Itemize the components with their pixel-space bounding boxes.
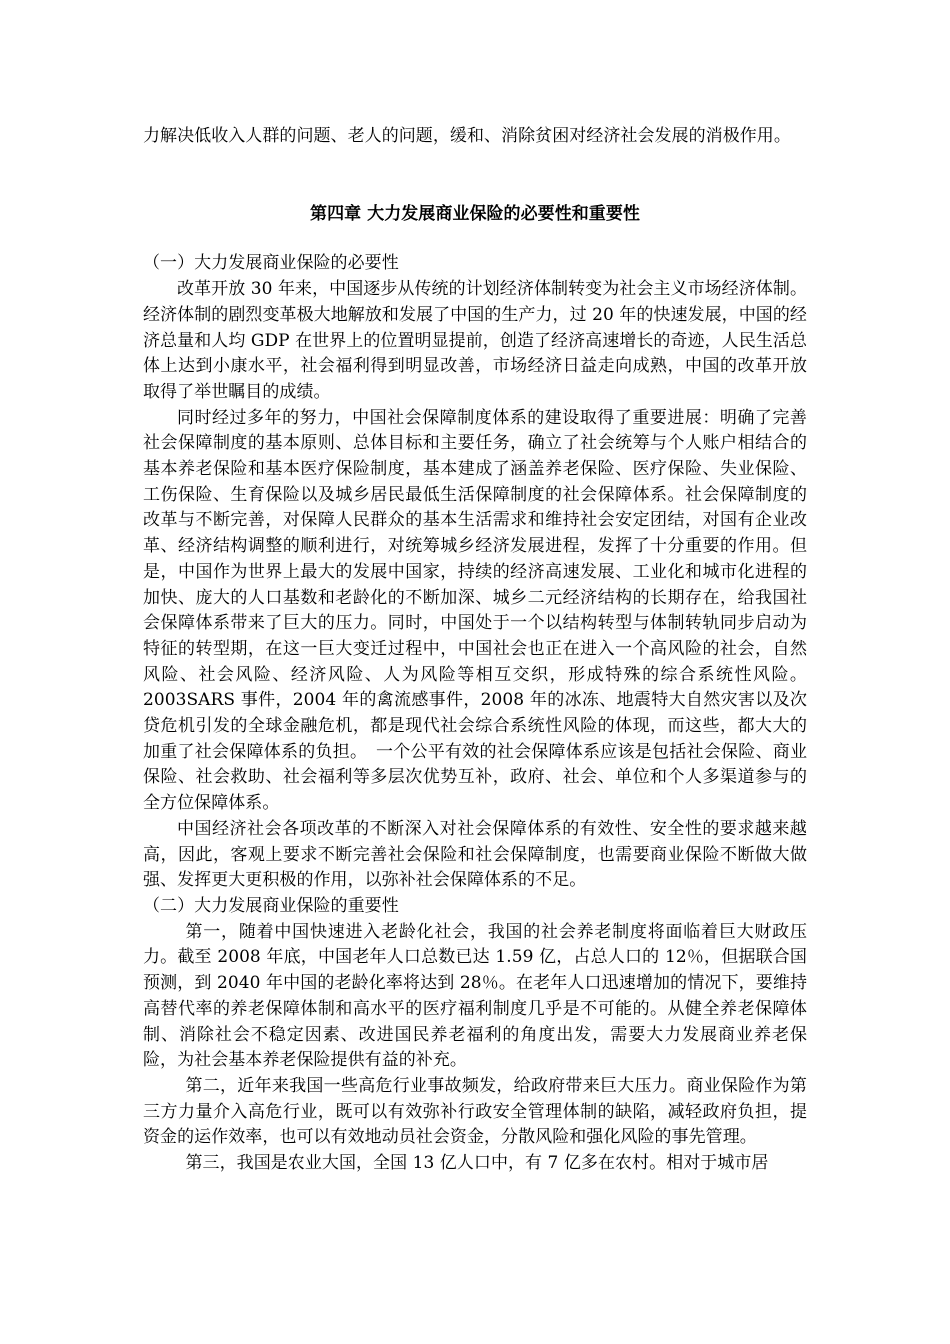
paragraph-first: 第一，随着中国快速进入老龄化社会，我国的社会养老制度将面临着巨大财政压力。截至 2008 年底，中国老年人口总数已达 1.59 亿，占总人口的 12％，但据联合国预测，到 2040 年中国的老龄化率将达到 28％。在老年人口迅速增加的情况下，要维持高替代率的养老保障体制和高水平的医疗福利制度几乎是不可能的。从健全养老保障体制、消除社会不稳定因素、改进国民养老福利的角度出发，需要大力发展商业养老保险，为社会基本养老保险提供有益的补充。 — [143, 921, 807, 1071]
section-heading-necessity: （一）大力发展商业保险的必要性 — [143, 253, 399, 274]
section-heading-importance: （二）大力发展商业保险的重要性 — [143, 895, 399, 916]
paragraph-third: 第三，我国是农业大国，全国 13 亿人口中，有 7 亿多在农村。相对于城市居 — [185, 1153, 769, 1174]
chapter-title: 第四章 大力发展商业保险的必要性和重要性 — [310, 203, 640, 224]
paragraph-second: 第二，近年来我国一些高危行业事故频发，给政府带来巨大压力。商业保险作为第三方力量介入高危行业，既可以有效弥补行政安全管理体制的缺陷，减轻政府负担，提资金的运作效率，也可以有效地动员社会资金，分散风险和强化风险的事先管理。 — [143, 1075, 807, 1148]
paragraph-reform: 改革开放 30 年来，中国逐步从传统的计划经济体制转变为社会主义市场经济体制。经济体制的剧烈变革极大地解放和发展了中国的生产力，过 20 年的快速发展，中国的经济总量和人均 GDP 在世界上的位置明显提前，创造了经济高速增长的奇迹，人民生活总体上达到小康水平，社会福利得到明显改善，市场经济日益走向成熟，中国的改革开放取得了举世瞩目的成绩。 — [143, 279, 807, 402]
paragraph-reform-demand: 中国经济社会各项改革的不断深入对社会保障体系的有效性、安全性的要求越来越高，因此，客观上要求不断完善社会保险和社会保障制度，也需要商业保险不断做大做强、发挥更大更积极的作用，以弥补社会保障体系的不足。 — [143, 818, 807, 891]
document-body — [143, 124, 807, 1177]
paragraph-social-security: 同时经过多年的努力，中国社会保障制度体系的建设取得了重要进展：明确了完善社会保障制度的基本原则、总体目标和主要任务，确立了社会统筹与个人账户相结合的基本养老保险和基本医疗保险制度，基本建成了涵盖养老保险、医疗保险、失业保险、工伤保险、生育保险以及城乡居民最低生活保障制度的社会保障体系。社会保障制度的改革与不断完善，对保障人民群众的基本生活需求和维持社会安定团结，对国有企业改革、经济结构调整的顺利进行，对统筹城乡经济发展进程，发挥了十分重要的作用。但是，中国作为世界上最大的发展中国家，持续的经济高速发展、工业化和城市化进程的加快、庞大的人口基数和老龄化的不断加深、城乡二元经济结构的长期存在，给我国社会保障体系带来了巨大的压力。同时，中国处于一个以结构转型与体制转轨同步启动为特征的转型期，在这一巨大变迁过程中，中国社会也正在进入一个高风险的社会，自然风险、社会风险、经济风险、人为风险等相互交织，形成特殊的综合系统性风险。2003SARS 事件，2004 年的禽流感事件，2008 年的冰冻、地震特大自然灾害以及次贷危机引发的全球金融危机，都是现代社会综合系统性风险的体现，而这些，都大大的加重了社会保障体系的负担。 一个公平有效的社会保障体系应该是包括社会保险、商业保险、社会救助、社会福利等多层次优势互补，政府、社会、单位和个人多渠道参与的全方位保障体系。 — [143, 407, 807, 814]
intro-paragraph: 力解决低收入人群的问题、老人的问题，缓和、消除贫困对经济社会发展的消极作用。 — [143, 126, 791, 146]
